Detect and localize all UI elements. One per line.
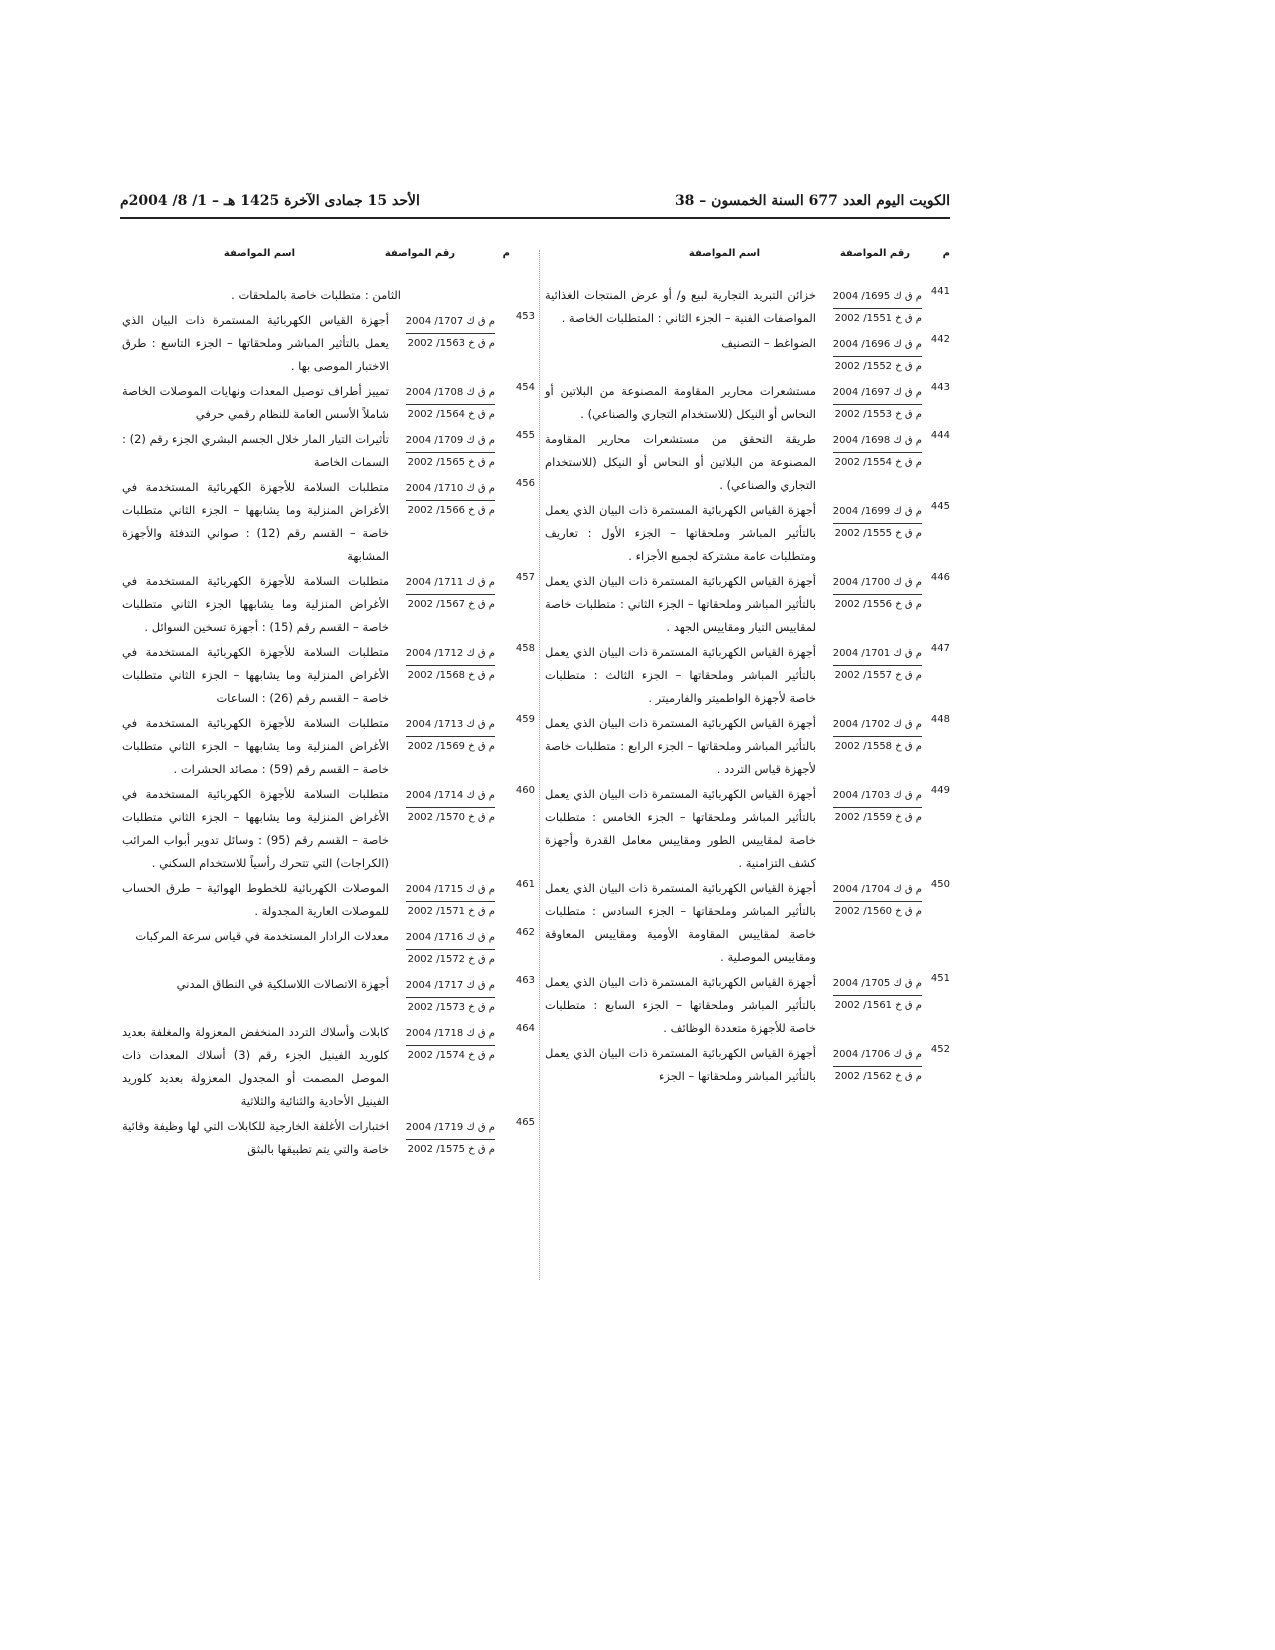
kuwait-standard-code: م ق ك 1698/ 2004 bbox=[833, 430, 922, 453]
standard-name: أجهزة القياس الكهربائية المستمرة ذات البيان الذي يعمل بالتأثير المباشر وملحقاتها – الجزء الثالث : متطلبات خاصة لأجهزة الواطميتر والفارميتر . bbox=[545, 645, 816, 705]
standard-name: أجهزة القياس الكهربائية المستمرة ذات البيان الذي يعمل بالتأثير المباشر وملحقاتها – الجزء الرابع : متطلبات خاصة لأجهزة قياس التردد . bbox=[545, 716, 816, 776]
entry-number: 446 bbox=[930, 572, 950, 583]
gulf-standard-code: م ق خ 1566/ 2002 bbox=[407, 505, 495, 516]
gulf-standard-code: م ق خ 1569/ 2002 bbox=[407, 741, 495, 752]
kuwait-standard-code: م ق ك 1703/ 2004 bbox=[833, 785, 922, 808]
header-code: رقم المواصفة bbox=[384, 248, 455, 259]
standard-entry bbox=[122, 1021, 535, 1113]
entry-codes bbox=[395, 973, 495, 1019]
entry-number: 448 bbox=[930, 714, 950, 725]
entry-number: 465 bbox=[515, 1117, 535, 1128]
standard-entry bbox=[122, 925, 535, 971]
standard-entry bbox=[545, 877, 950, 969]
entry-codes bbox=[395, 641, 495, 710]
standard-entry bbox=[545, 641, 950, 710]
kuwait-standard-code: م ق ك 1715/ 2004 bbox=[406, 879, 495, 902]
entry-number: 441 bbox=[930, 286, 950, 297]
kuwait-standard-code: م ق ك 1710/ 2004 bbox=[406, 478, 495, 501]
standard-name: متطلبات السلامة للأجهزة الكهربائية المستخدمة في الأغراض المنزلية وما يشابهها – الجزء الثاني متطلبات خاصة – القسم رقم (59) : مصائد الحشرات . bbox=[122, 716, 389, 776]
gulf-standard-code: م ق خ 1556/ 2002 bbox=[834, 599, 922, 610]
entry-codes bbox=[822, 877, 922, 969]
kuwait-standard-code: م ق ك 1707/ 2004 bbox=[406, 311, 495, 334]
gulf-standard-code: م ق خ 1561/ 2002 bbox=[834, 1000, 922, 1011]
standard-entry bbox=[122, 428, 535, 474]
kuwait-standard-code: م ق ك 1717/ 2004 bbox=[406, 975, 495, 998]
standard-entry bbox=[122, 476, 535, 568]
gulf-standard-code: م ق خ 1558/ 2002 bbox=[834, 741, 922, 752]
entry-number: 445 bbox=[930, 501, 950, 512]
entry-codes bbox=[395, 925, 495, 971]
entry-codes bbox=[395, 380, 495, 426]
standard-entry bbox=[545, 499, 950, 568]
right-entries bbox=[545, 284, 950, 1088]
gulf-standard-code: م ق خ 1557/ 2002 bbox=[834, 670, 922, 681]
continuation-text: الثامن : متطلبات خاصة بالملحقات . bbox=[231, 288, 401, 302]
entry-codes bbox=[822, 570, 922, 639]
header-number: م bbox=[942, 248, 950, 259]
standard-name: الضواغط – التصنيف bbox=[721, 336, 816, 350]
kuwait-standard-code: م ق ك 1712/ 2004 bbox=[406, 643, 495, 666]
gulf-standard-code: م ق خ 1575/ 2002 bbox=[407, 1144, 495, 1155]
column-header bbox=[545, 248, 950, 270]
gulf-standard-code: م ق خ 1572/ 2002 bbox=[407, 954, 495, 965]
standard-entry bbox=[122, 380, 535, 426]
gulf-standard-code: م ق خ 1562/ 2002 bbox=[834, 1071, 922, 1082]
entry-number: 464 bbox=[515, 1023, 535, 1034]
standard-name: أجهزة القياس الكهربائية المستمرة ذات البيان الذي يعمل بالتأثير المباشر وملحقاتها – الجزء الثاني : متطلبات خاصة لمقاييس التيار ومقاييس الجهد . bbox=[545, 574, 816, 634]
gulf-standard-code: م ق خ 1564/ 2002 bbox=[407, 409, 495, 420]
standard-name: تمييز أطراف توصيل المعدات ونهايات الموصلات الخاصة شاملاً الأسس العامة للنظام رقمي حرفي bbox=[122, 384, 389, 421]
kuwait-standard-code: م ق ك 1701/ 2004 bbox=[833, 643, 922, 666]
standard-name: متطلبات السلامة للأجهزة الكهربائية المستخدمة في الأغراض المنزلية وما يشابهها – الجزء الثاني متطلبات خاصة – القسم رقم (95) : وسائل تدوير أبواب المرائب (الكراجات) التي تتحرك رأسياً للاستخدام السكني . bbox=[122, 787, 389, 870]
entry-number: 451 bbox=[930, 973, 950, 984]
right-column bbox=[545, 248, 950, 1090]
kuwait-standard-code: م ق ك 1699/ 2004 bbox=[833, 501, 922, 524]
issue-date: الأحد 15 جمادى الآخرة 1425 هـ – 1/ 8/ 2004م bbox=[120, 193, 420, 209]
entry-codes bbox=[395, 783, 495, 875]
entry-codes bbox=[822, 499, 922, 568]
kuwait-standard-code: م ق ك 1706/ 2004 bbox=[833, 1044, 922, 1067]
kuwait-standard-code: م ق ك 1700/ 2004 bbox=[833, 572, 922, 595]
kuwait-standard-code: م ق ك 1695/ 2004 bbox=[833, 286, 922, 309]
standard-entry bbox=[122, 712, 535, 781]
gulf-standard-code: م ق خ 1554/ 2002 bbox=[834, 457, 922, 468]
gulf-standard-code: م ق خ 1567/ 2002 bbox=[407, 599, 495, 610]
entry-codes bbox=[395, 877, 495, 923]
kuwait-standard-code: م ق ك 1714/ 2004 bbox=[406, 785, 495, 808]
entry-number: 458 bbox=[515, 643, 535, 654]
gulf-standard-code: م ق خ 1573/ 2002 bbox=[407, 1002, 495, 1013]
gulf-standard-code: م ق خ 1570/ 2002 bbox=[407, 812, 495, 823]
standard-entry bbox=[545, 332, 950, 378]
entry-codes bbox=[822, 428, 922, 497]
entry-codes bbox=[822, 971, 922, 1040]
kuwait-standard-code: م ق ك 1719/ 2004 bbox=[406, 1117, 495, 1140]
entry-number: 461 bbox=[515, 879, 535, 890]
column-header bbox=[122, 248, 535, 270]
standard-entry bbox=[545, 428, 950, 497]
header-name: اسم المواصفة bbox=[223, 248, 295, 259]
kuwait-standard-code: م ق ك 1697/ 2004 bbox=[833, 382, 922, 405]
entry-codes bbox=[395, 1021, 495, 1113]
gulf-standard-code: م ق خ 1565/ 2002 bbox=[407, 457, 495, 468]
standard-entry bbox=[545, 783, 950, 875]
left-entries bbox=[122, 309, 535, 1161]
entry-number: 457 bbox=[515, 572, 535, 583]
standard-entry bbox=[545, 570, 950, 639]
entry-number: 462 bbox=[515, 927, 535, 938]
standard-entry bbox=[122, 309, 535, 378]
kuwait-standard-code: م ق ك 1718/ 2004 bbox=[406, 1023, 495, 1046]
entry-number: 453 bbox=[515, 311, 535, 322]
standard-name: متطلبات السلامة للأجهزة الكهربائية المستخدمة في الأغراض المنزلية وما يشابهها الجزء الثاني متطلبات خاصة – القسم رقم (15) : أجهزة تسخين السوائل . bbox=[122, 574, 389, 634]
entry-number: 452 bbox=[930, 1044, 950, 1055]
standard-entry bbox=[122, 570, 535, 639]
entry-number: 449 bbox=[930, 785, 950, 796]
standard-name: كابلات وأسلاك التردد المنخفض المعزولة والمغلفة بعديد كلوريد الفينيل الجزء رقم (3) أسلاك المعدات ذات الموصل المصمت أو المجدول المعزولة بعديد كلوريد الفينيل الأحادية والثنائية والثلاثية bbox=[122, 1025, 389, 1108]
header-name: اسم المواصفة bbox=[688, 248, 760, 259]
gulf-standard-code: م ق خ 1571/ 2002 bbox=[407, 906, 495, 917]
standard-entry bbox=[545, 284, 950, 330]
entry-codes bbox=[822, 783, 922, 875]
standard-name: أجهزة القياس الكهربائية المستمرة ذات البيان الذي يعمل بالتأثير المباشر وملحقاتها – الجزء الأول : تعاريف ومتطلبات عامة مشتركة لجميع الأجزاء . bbox=[545, 503, 816, 563]
entry-number: 460 bbox=[515, 785, 535, 796]
entry-codes bbox=[822, 641, 922, 710]
standard-name: أجهزة القياس الكهربائية المستمرة ذات البيان الذي يعمل بالتأثير المباشر وملحقاتها – الجزء bbox=[545, 1046, 816, 1083]
entry-number: 454 bbox=[515, 382, 535, 393]
left-column bbox=[122, 248, 535, 1163]
kuwait-standard-code: م ق ك 1711/ 2004 bbox=[406, 572, 495, 595]
standard-name: معدلات الرادار المستخدمة في قياس سرعة المركبات bbox=[135, 929, 389, 943]
standard-entry bbox=[545, 380, 950, 426]
entry-number: 444 bbox=[930, 430, 950, 441]
header-number: م bbox=[502, 248, 510, 259]
standard-entry bbox=[122, 641, 535, 710]
standard-entry bbox=[122, 973, 535, 1019]
gulf-standard-code: م ق خ 1553/ 2002 bbox=[834, 409, 922, 420]
entry-codes bbox=[395, 476, 495, 568]
standard-name: طريقة التحقق من مستشعرات محارير المقاومة المصنوعة من البلاتين أو النحاس أو النيكل (للاستخدام التجاري والصناعي) . bbox=[545, 432, 816, 492]
entry-number: 443 bbox=[930, 382, 950, 393]
gulf-standard-code: م ق خ 1568/ 2002 bbox=[407, 670, 495, 681]
standard-entry bbox=[545, 971, 950, 1040]
standard-entry bbox=[122, 1115, 535, 1161]
kuwait-standard-code: م ق ك 1716/ 2004 bbox=[406, 927, 495, 950]
standard-name: أجهزة القياس الكهربائية المستمرة ذات البيان الذي يعمل بالتأثير المباشر وملحقاتها – الجزء السادس : متطلبات خاصة لمقاييس المقاومة الأومية ومقاييس المعاوقة ومقاييس الموصلية . bbox=[545, 881, 816, 964]
gulf-standard-code: م ق خ 1560/ 2002 bbox=[834, 906, 922, 917]
standard-name: الموصلات الكهربائية للخطوط الهوائية – طرق الحساب للموصلات العارية المجدولة . bbox=[122, 881, 389, 918]
kuwait-standard-code: م ق ك 1708/ 2004 bbox=[406, 382, 495, 405]
entry-number: 442 bbox=[930, 334, 950, 345]
column-divider bbox=[539, 250, 540, 1280]
standard-name: مستشعرات محارير المقاومة المصنوعة من البلاتين أو النحاس أو النيكل (للاستخدام التجاري والصناعي) . bbox=[545, 384, 816, 421]
gulf-standard-code: م ق خ 1551/ 2002 bbox=[834, 313, 922, 324]
standard-name: أجهزة الاتصالات اللاسلكية في النطاق المدني bbox=[176, 977, 389, 991]
entry-codes bbox=[822, 712, 922, 781]
entry-codes bbox=[822, 284, 922, 330]
standard-name: أجهزة القياس الكهربائية المستمرة ذات البيان الذي يعمل بالتأثير المباشر وملحقاتها – الجزء التاسع : طرق الاختبار الموصى بها . bbox=[122, 313, 389, 373]
header-code: رقم المواصفة bbox=[839, 248, 910, 259]
entry-number: 459 bbox=[515, 714, 535, 725]
entry-number: 455 bbox=[515, 430, 535, 441]
standard-entry bbox=[122, 783, 535, 875]
kuwait-standard-code: م ق ك 1709/ 2004 bbox=[406, 430, 495, 453]
standard-name: أجهزة القياس الكهربائية المستمرة ذات البيان الذي يعمل بالتأثير المباشر وملحقاتها – الجزء الخامس : متطلبات خاصة لمقاييس الطور ومقاييس معامل القدرة وأجهزة كشف التزامنية . bbox=[545, 787, 816, 870]
gulf-standard-code: م ق خ 1574/ 2002 bbox=[407, 1050, 495, 1061]
page-header bbox=[120, 193, 950, 219]
standard-entry bbox=[122, 877, 535, 923]
gulf-standard-code: م ق خ 1563/ 2002 bbox=[407, 338, 495, 349]
gulf-standard-code: م ق خ 1559/ 2002 bbox=[834, 812, 922, 823]
entry-codes bbox=[395, 570, 495, 639]
standard-entry bbox=[545, 712, 950, 781]
kuwait-standard-code: م ق ك 1696/ 2004 bbox=[833, 334, 922, 357]
standard-name: أجهزة القياس الكهربائية المستمرة ذات البيان الذي يعمل بالتأثير المباشر وملحقاتها – الجزء السابع : متطلبات خاصة للأجهزة متعددة الوظائف . bbox=[545, 975, 816, 1035]
entry-codes bbox=[822, 332, 922, 378]
kuwait-standard-code: م ق ك 1705/ 2004 bbox=[833, 973, 922, 996]
gulf-standard-code: م ق خ 1552/ 2002 bbox=[834, 361, 922, 372]
entry-codes bbox=[395, 712, 495, 781]
entry-codes bbox=[822, 1042, 922, 1088]
kuwait-standard-code: م ق ك 1704/ 2004 bbox=[833, 879, 922, 902]
kuwait-standard-code: م ق ك 1713/ 2004 bbox=[406, 714, 495, 737]
entry-number: 463 bbox=[515, 975, 535, 986]
entry-codes bbox=[395, 309, 495, 378]
kuwait-standard-code: م ق ك 1702/ 2004 bbox=[833, 714, 922, 737]
entry-codes bbox=[395, 1115, 495, 1161]
entry-codes bbox=[822, 380, 922, 426]
gulf-standard-code: م ق خ 1555/ 2002 bbox=[834, 528, 922, 539]
standard-entry bbox=[545, 1042, 950, 1088]
entry-number: 450 bbox=[930, 879, 950, 890]
standard-name: متطلبات السلامة للأجهزة الكهربائية المستخدمة في الأغراض المنزلية وما يشابهها – الجزء الثاني متطلبات خاصة – القسم رقم (12) : صواني التدفئة والأجهزة المشابهة bbox=[122, 480, 389, 563]
gazette-title: الكويت اليوم العدد 677 السنة الخمسون – 38 bbox=[674, 193, 950, 209]
standard-name: متطلبات السلامة للأجهزة الكهربائية المستخدمة في الأغراض المنزلية وما يشابهها – الجزء الثاني متطلبات خاصة – القسم رقم (26) : الساعات bbox=[122, 645, 389, 705]
standard-name: تأثيرات التيار المار خلال الجسم البشري الجزء رقم (2) : السمات الخاصة bbox=[122, 432, 389, 469]
entry-number: 447 bbox=[930, 643, 950, 654]
standard-name: خزائن التبريد التجارية لبيع و/ أو عرض المنتجات الغذائية المواصفات الفنية – الجزء الثاني : المتطلبات الخاصة . bbox=[545, 288, 816, 325]
entry-codes bbox=[395, 428, 495, 474]
standard-name: اختبارات الأغلفة الخارجية للكابلات التي لها وظيفة وقائية خاصة والتي يتم تطبيقها بالبثق bbox=[122, 1119, 389, 1156]
entry-number: 456 bbox=[515, 478, 535, 489]
